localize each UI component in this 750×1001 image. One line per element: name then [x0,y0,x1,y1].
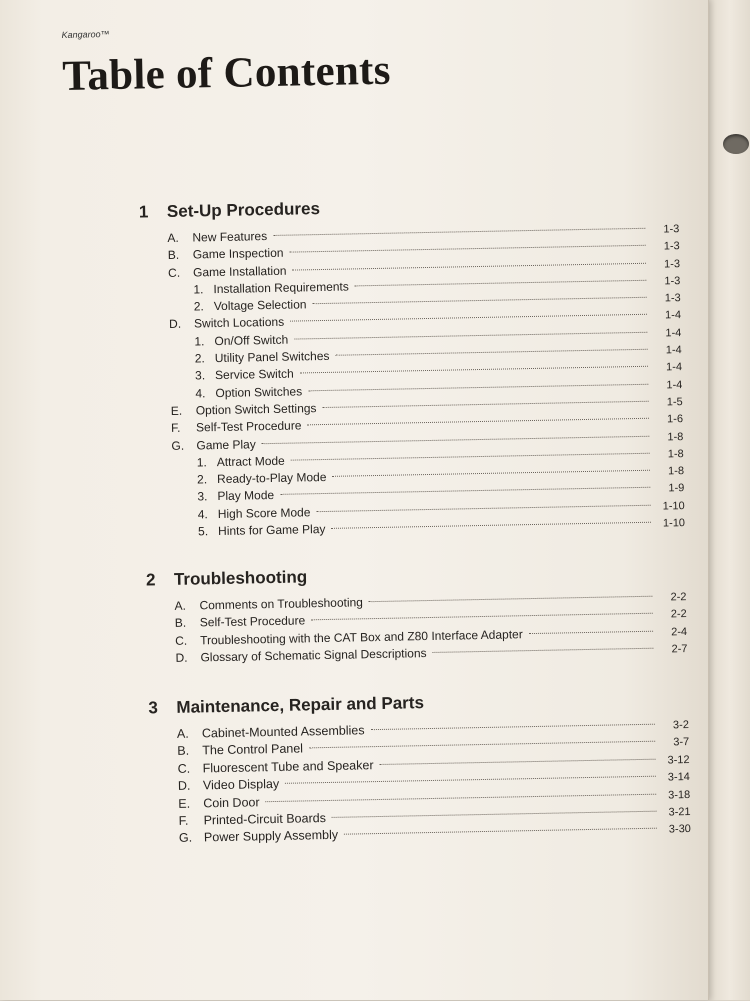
dot-leader [307,418,649,426]
entry-title: Cabinet-Mounted Assemblies [201,723,365,741]
entry-label: C. [175,633,188,648]
dot-leader [294,332,647,340]
entry-title: Troubleshooting with the CAT Box and Z80 Interface Adapter [200,626,523,648]
page-number: 3-7 [673,736,690,749]
entry-title: Service Switch [214,366,294,383]
dot-leader [332,470,650,477]
section-number: 3 [148,698,159,718]
dot-leader [309,741,655,749]
binder-hole [723,134,749,154]
entry-title: Ready-to-Play Mode [216,470,327,487]
dot-leader [529,630,653,633]
page-number: 1-4 [665,344,682,357]
dot-leader [370,724,654,730]
entry-label: D. [175,650,188,665]
entry-label: B. [167,248,180,263]
entry-title: Play Mode [217,488,275,504]
entry-title: Option Switch Settings [195,401,317,418]
section-heading [146,560,686,590]
section-heading [148,688,688,718]
page-number: 1-3 [664,275,681,288]
page-number: 1-4 [665,326,682,340]
entry-title: Installation Requirements [213,279,349,296]
dot-leader [355,280,647,287]
section-2 [146,560,688,668]
page-number: 2-2 [670,608,687,621]
entry-label: B. [177,744,190,759]
entry-title: Game Installation [192,263,287,280]
page-number: 1-8 [667,465,685,478]
entry-title: On/Off Switch [214,332,289,348]
page-number: 1-10 [662,499,685,513]
page-number: 1-8 [667,430,684,443]
dot-leader [316,504,650,511]
section-number: 2 [145,570,156,590]
page-number: 1-3 [664,257,681,271]
entry-title: Glossary of Schematic Signal Descriptions [200,645,427,665]
entry-title: Hints for Game Play [217,522,326,539]
entry-label: C. [167,265,181,280]
entry-label: F. [170,421,181,436]
section-title: Maintenance, Repair and Parts [176,693,425,717]
entry-label: D. [168,317,182,332]
section-entries [139,220,685,542]
dot-leader [433,648,654,653]
entry-label: 4. [195,385,206,401]
page-title: Table of Contents [61,46,392,100]
entry-label: 2. [194,351,205,366]
section-title: Troubleshooting [173,567,308,589]
dot-leader [369,596,653,602]
entry-title: Option Switches [215,384,303,400]
entry-label: G. [171,438,185,453]
dot-leader [266,793,657,802]
entry-title: Fluorescent Tube and Speaker [202,757,374,776]
entry-label: C. [177,761,191,776]
entry-label: E. [170,403,183,418]
dot-leader [300,366,648,374]
dot-leader [335,349,647,356]
dot-leader [285,776,656,784]
page-number: 1-8 [667,447,684,461]
entry-title: Attract Mode [216,453,285,469]
dot-leader [380,758,656,764]
entry-title: Voltage Selection [213,297,307,314]
section-number: 1 [138,202,149,222]
entry-label: 5. [197,524,209,539]
page-number: 1-6 [666,413,684,426]
section-title: Set-Up Procedures [166,199,321,221]
page-number: 3-12 [667,753,690,767]
entry-title: Utility Panel Switches [214,348,330,366]
entry-label: D. [177,778,191,794]
dot-leader [331,522,651,529]
entry-label: G. [178,830,193,846]
page-number: 1-3 [663,240,680,253]
dot-leader [308,383,648,391]
page-number: 1-9 [668,482,685,495]
entry-label: 2. [196,472,208,487]
dot-leader [280,487,650,495]
entry-label: 3. [194,368,206,383]
page-number: 2-7 [671,642,688,656]
entry-title: Printed-Circuit Boards [203,810,327,828]
page-number: 3-14 [667,771,690,784]
entry-label: 4. [197,506,208,522]
entry-title: Coin Door [203,794,260,810]
entry-label: 1. [194,334,205,349]
entry-label: A. [176,726,189,741]
dot-leader [273,228,645,236]
entry-title: Switch Locations [193,315,285,331]
entry-title: Comments on Troubleshooting [199,595,364,613]
page-number: 1-3 [664,292,681,305]
entry-title: Power Supply Assembly [203,828,339,845]
entry-label: F. [178,813,189,828]
dot-leader [332,811,657,818]
entry-title: Game Play [196,436,256,453]
entry-label: 2. [193,299,204,314]
entry-label: A. [174,598,186,613]
entry-title: New Features [192,229,268,245]
page-number: 3-21 [668,805,691,819]
page-number: 2-4 [671,625,688,638]
page-number: 2-2 [670,591,687,604]
entry-title: Self-Test Procedure [199,613,306,630]
entry-title: Self-Test Procedure [195,418,302,435]
entry-label: B. [174,615,187,631]
dot-leader [289,245,645,253]
section-3 [148,688,691,848]
page-number: 1-5 [666,396,683,409]
page-number: 3-18 [668,788,691,802]
entry-label: A. [167,230,179,245]
entry-label: E. [178,796,191,811]
section-1 [139,192,685,542]
dot-leader [312,297,646,304]
dot-leader [262,435,650,443]
section-entries [146,588,687,668]
dot-leader [292,262,646,270]
page-number: 1-4 [666,378,683,392]
dot-leader [290,314,647,322]
section-heading [139,192,679,222]
page-number: 1-4 [665,309,682,322]
entry-label: 3. [197,489,208,504]
page-number: 1-4 [665,361,683,374]
dot-leader [322,401,648,408]
page-number: 3-2 [672,719,689,732]
entry-title: Video Display [202,777,280,793]
section-entries [149,716,691,848]
dot-leader [344,828,657,835]
page-number: 1-10 [662,517,686,530]
entry-label: 1. [193,282,204,297]
entry-title: The Control Panel [202,741,304,758]
dot-leader [291,453,650,461]
entry-title: High Score Mode [217,505,311,521]
entry-title: Game Inspection [192,246,284,262]
brand-mark: Kangaroo™ [61,29,110,40]
dot-leader [311,613,653,621]
page-number: 3-30 [668,823,692,836]
page-number: 1-3 [663,223,680,236]
entry-label: 1. [196,455,207,470]
